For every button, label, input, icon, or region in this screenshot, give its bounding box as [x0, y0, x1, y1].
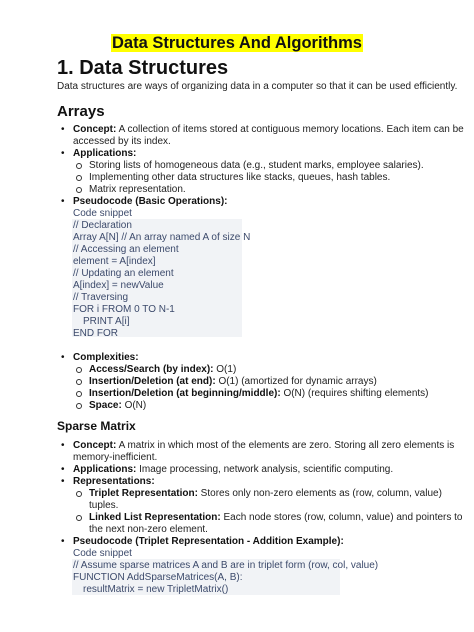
code-line: PRINT A[i] [83, 316, 130, 327]
bullet-icon: • [61, 196, 65, 207]
complexity-value: O(1) [213, 364, 237, 375]
bullet-icon: • [61, 352, 65, 363]
arrays-concept [73, 124, 464, 136]
complexity-value: O(1) (amortized for dynamic arrays) [215, 376, 377, 387]
arrays-complexities-label [73, 352, 139, 364]
sparse-matrix-heading: Sparse Matrix [57, 419, 136, 433]
code-line: Code snippet [73, 208, 132, 219]
code-line: // Declaration [73, 220, 132, 231]
sparse-pseudocode-label-text: Pseudocode (Triplet Representation - Addition Example): [73, 536, 344, 547]
code-line: // Assume sparse matrices A and B are in triplet form (row, col, value) [73, 560, 379, 571]
bullet-icon: • [61, 464, 65, 475]
complexity-label: Access/Search (by index): [89, 364, 214, 375]
complexity-item [89, 400, 146, 412]
sub-bullet-icon [76, 379, 82, 385]
sub-bullet-icon [76, 187, 82, 193]
complexity-label: Insertion/Deletion (at end): [89, 376, 216, 387]
linked-list-representation [89, 512, 462, 524]
code-line: END FOR [73, 328, 118, 339]
code-line: Code snippet [73, 548, 132, 559]
code-line: FOR i FROM 0 TO N-1 [73, 304, 175, 315]
arrays-heading: Arrays [57, 103, 105, 120]
complexity-value: O(N) [121, 400, 147, 411]
arrays-application-item: Storing lists of homogeneous data (e.g., student marks, employee salaries). [89, 160, 424, 171]
complexity-item [89, 364, 236, 376]
section-intro: Data structures are ways of organizing data in a computer so that it can be used efficiently. [57, 81, 458, 92]
linked-label: Linked List Representation: [89, 512, 221, 523]
sparse-pseudocode-label [73, 536, 344, 548]
pseudocode-label-text: Pseudocode (Basic Operations): [73, 196, 228, 207]
representations-label-text: Representations: [73, 476, 155, 487]
sub-bullet-icon [76, 403, 82, 409]
sparse-representations-label [73, 476, 155, 488]
arrays-application-item: Implementing other data structures like stacks, queues, hash tables. [89, 172, 391, 183]
triplet-representation [89, 488, 442, 500]
section-heading: 1. Data Structures [57, 57, 229, 79]
sub-bullet-icon [76, 515, 82, 521]
sub-bullet-icon [76, 175, 82, 181]
code-line: // Accessing an element [73, 244, 179, 255]
sub-bullet-icon [76, 367, 82, 373]
triplet-text: Stores only non-zero elements as (row, column, value) [197, 488, 442, 499]
bullet-icon: • [61, 476, 65, 487]
arrays-concept-cont: accessed by its index. [73, 136, 171, 147]
sparse-applications-label: Applications: [73, 464, 137, 475]
bullet-icon: • [61, 148, 65, 159]
complexity-value: O(N) (requires shifting elements) [280, 388, 429, 399]
complexity-item [89, 376, 377, 388]
sparse-concept [73, 440, 454, 452]
linked-list-representation-cont: the next non-zero element. [89, 524, 208, 535]
arrays-concept-text: A collection of items stored at contiguous memory locations. Each item can be [116, 124, 464, 135]
arrays-concept-label: Concept: [73, 124, 117, 135]
arrays-application-item: Matrix representation. [89, 184, 186, 195]
triplet-representation-cont: tuples. [89, 500, 119, 511]
triplet-label: Triplet Representation: [89, 488, 198, 499]
sparse-applications [73, 464, 393, 476]
sub-bullet-icon [76, 491, 82, 497]
code-line: Array A[N] // An array named A of size N [73, 232, 251, 243]
document-title-text: Data Structures And Algorithms [112, 34, 362, 52]
code-line: resultMatrix = new TripletMatrix() [83, 584, 229, 595]
sparse-concept-text: A matrix in which most of the elements are zero. Storing all zero elements is [116, 440, 455, 451]
code-line: FUNCTION AddSparseMatrices(A, B): [73, 572, 243, 583]
code-line: element = A[index] [73, 256, 156, 267]
sparse-concept-cont: memory-inefficient. [73, 452, 158, 463]
sub-bullet-icon [76, 391, 82, 397]
arrays-applications-label [73, 148, 136, 160]
complexity-label: Insertion/Deletion (at beginning/middle): [89, 388, 281, 399]
sparse-applications-text: Image processing, network analysis, scientific computing. [136, 464, 394, 475]
bullet-icon: • [61, 536, 65, 547]
bullet-icon: • [61, 440, 65, 451]
complexities-label-text: Complexities: [73, 352, 139, 363]
linked-text: Each node stores (row, column, value) and pointers to [220, 512, 463, 523]
bullet-icon: • [61, 124, 65, 135]
code-line: A[index] = newValue [73, 280, 164, 291]
code-line: // Traversing [73, 292, 129, 303]
sparse-concept-label: Concept: [73, 440, 117, 451]
arrays-pseudocode-label [73, 196, 227, 208]
applications-label-text: Applications: [73, 148, 137, 159]
sub-bullet-icon [76, 163, 82, 169]
code-line: // Updating an element [73, 268, 174, 279]
complexity-label: Space: [89, 400, 122, 411]
complexity-item [89, 388, 429, 400]
document-title [0, 34, 474, 53]
